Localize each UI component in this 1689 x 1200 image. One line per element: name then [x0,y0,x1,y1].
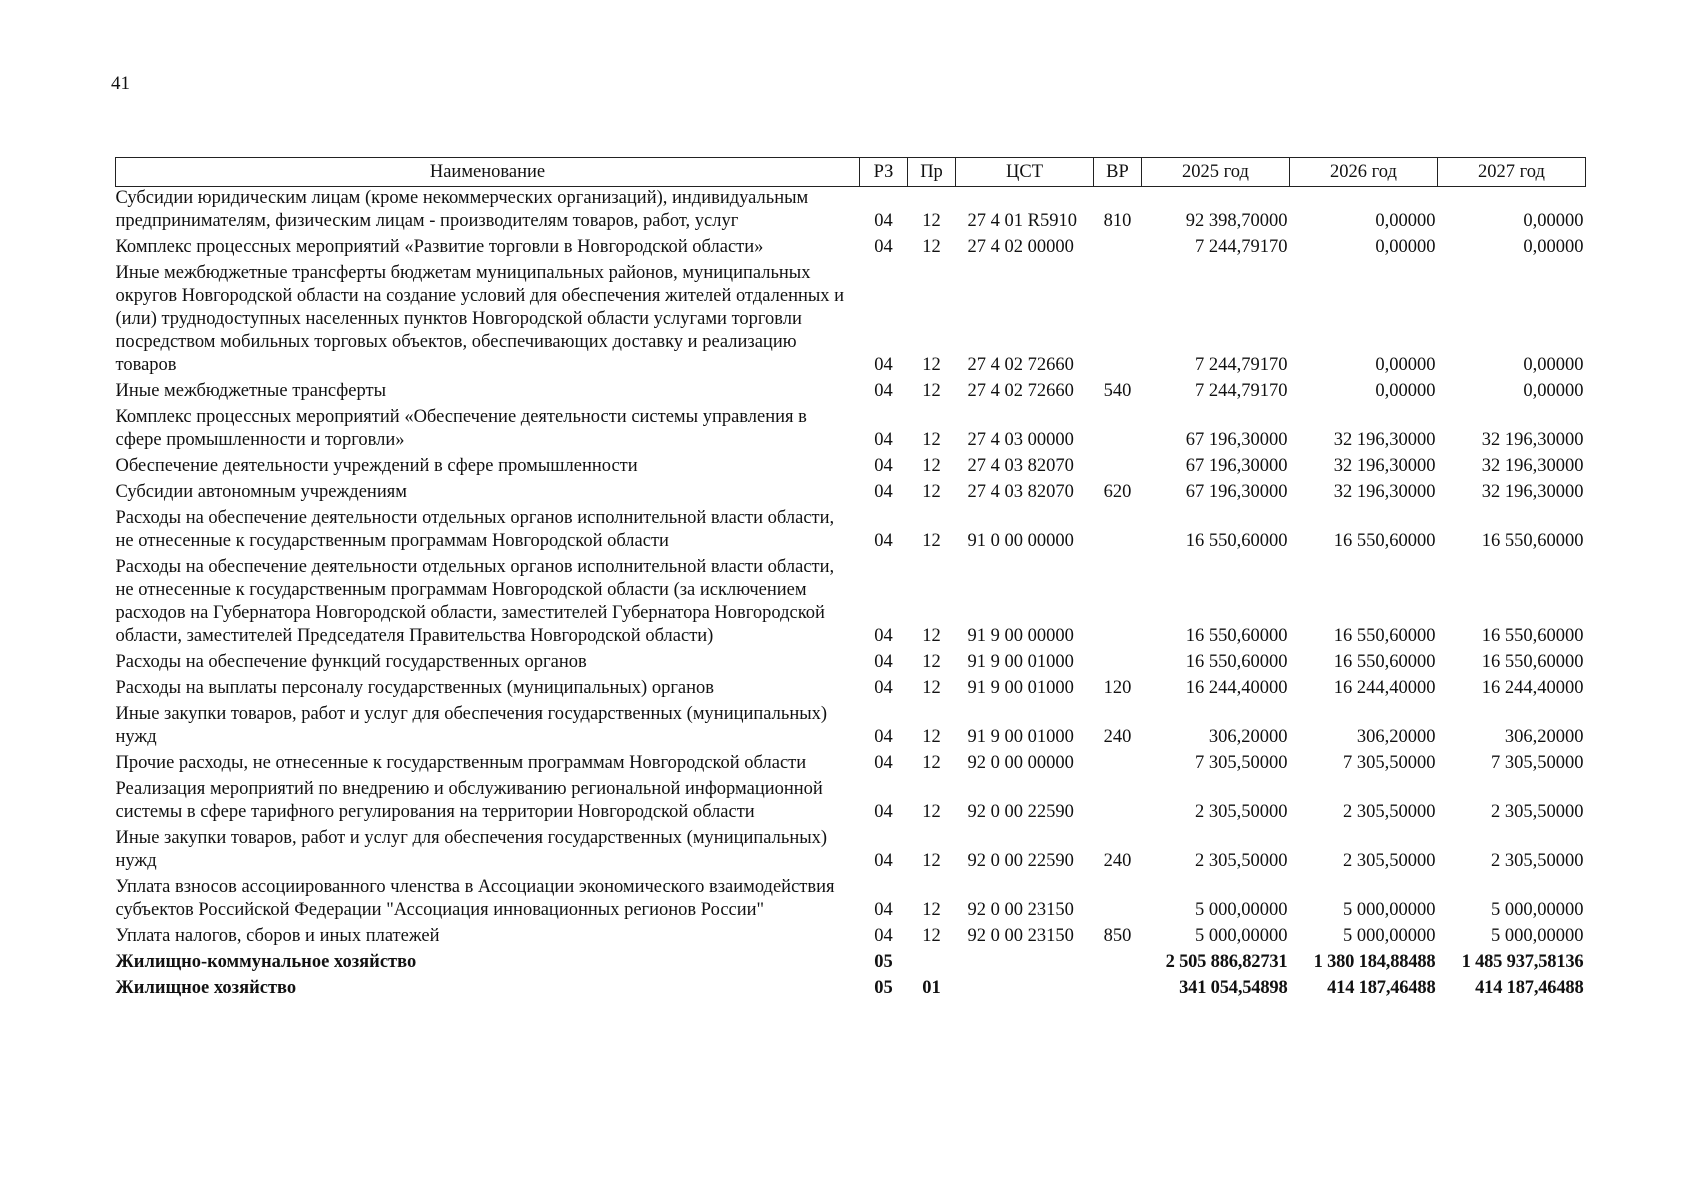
cell-2027: 32 196,30000 [1481,430,1584,450]
cell-cst: 92 0 00 23150 [967,926,1074,946]
header-cst: ЦСТ [956,158,1094,187]
cell-2025: 2 305,50000 [1195,851,1288,871]
cell-name: Субсидии юридическим лицам (кроме некоммерческих организаций), индивидуальным предпринимателям, физическим лицам - производителям товаров, работ, услуг [115,188,809,231]
cell-2027: 0,00000 [1523,211,1584,231]
cell-rz: 04 [874,430,893,450]
cell-pr: 12 [922,456,941,476]
cell-name: Комплекс процессных мероприятий «Развитие торговли в Новгородской области» [115,237,764,257]
cell-rz: 04 [874,900,893,920]
cell-name: Уплата взносов ассоциированного членства в Ассоциации экономического взаимодействия субъектов Российской Федерации "Ассоциация инновационных регионов России" [115,877,835,920]
cell-vr [1094,556,1142,651]
cell-cst [956,977,1094,1003]
cell-pr [908,951,956,977]
cell-pr: 12 [922,727,941,747]
cell-cst: 91 0 00 00000 [967,531,1074,551]
cell-cst: 27 4 02 72660 [967,355,1074,375]
cell-name: Жилищно-коммунальное хозяйство [115,952,417,972]
cell-2027: 16 550,60000 [1481,626,1584,646]
header-pr: Пр [908,158,956,187]
cell-2027: 414 187,46488 [1475,978,1584,998]
cell-2025: 306,20000 [1208,727,1288,747]
header-name: Наименование [116,158,860,187]
cell-vr: 240 [1103,851,1132,871]
table-row [116,703,1586,752]
cell-2026: 5 000,00000 [1343,926,1436,946]
cell-name: Комплекс процессных мероприятий «Обеспечение деятельности системы управления в сфере промышленности и торговли» [115,407,807,450]
cell-rz: 05 [874,952,893,972]
cell-2025: 2 305,50000 [1195,802,1288,822]
cell-2027: 16 550,60000 [1481,531,1584,551]
cell-cst: 91 9 00 01000 [967,652,1074,672]
cell-2025: 16 550,60000 [1185,626,1288,646]
cell-cst: 92 0 00 22590 [967,851,1074,871]
table-row [116,977,1586,1003]
table-body [116,187,1586,1004]
cell-name: Иные закупки товаров, работ и услуг для обеспечения государственных (муниципальных) нужд [115,828,828,871]
cell-cst: 27 4 01 R5910 [967,211,1077,231]
cell-2025: 16 244,40000 [1185,678,1288,698]
cell-pr: 12 [922,678,941,698]
cell-rz: 05 [874,978,893,998]
cell-2027: 5 000,00000 [1491,926,1584,946]
cell-2025: 7 244,79170 [1195,381,1288,401]
cell-2025: 67 196,30000 [1185,456,1288,476]
table-row [116,406,1586,455]
cell-2027: 7 305,50000 [1491,753,1584,773]
cell-cst: 91 9 00 01000 [967,678,1074,698]
cell-rz: 04 [874,851,893,871]
cell-2025: 7 244,79170 [1195,237,1288,257]
cell-rz: 04 [874,482,893,502]
cell-2025: 2 505 886,82731 [1165,952,1288,972]
cell-rz: 04 [874,727,893,747]
cell-cst: 27 4 02 72660 [967,381,1074,401]
table-row [116,481,1586,507]
cell-vr [1094,752,1142,778]
cell-2025: 7 244,79170 [1195,355,1288,375]
cell-rz: 04 [874,381,893,401]
table-row [116,925,1586,951]
cell-2025: 5 000,00000 [1195,926,1288,946]
cell-2027: 0,00000 [1523,237,1584,257]
cell-name: Жилищное хозяйство [115,978,297,998]
cell-2026: 414 187,46488 [1327,978,1436,998]
cell-rz: 04 [874,355,893,375]
table-row [116,236,1586,262]
cell-2026: 2 305,50000 [1343,802,1436,822]
cell-vr: 850 [1103,926,1132,946]
cell-2025: 341 054,54898 [1179,978,1288,998]
cell-vr: 240 [1103,727,1132,747]
cell-cst: 27 4 03 82070 [967,482,1074,502]
cell-2027: 16 550,60000 [1481,652,1584,672]
cell-2027: 2 305,50000 [1491,802,1584,822]
cell-2027: 5 000,00000 [1491,900,1584,920]
cell-pr: 12 [922,851,941,871]
cell-name: Расходы на выплаты персоналу государственных (муниципальных) органов [115,678,715,698]
cell-vr [1094,455,1142,481]
cell-2027: 306,20000 [1504,727,1584,747]
cell-2026: 0,00000 [1375,355,1436,375]
cell-vr [1094,778,1142,827]
cell-pr: 12 [922,355,941,375]
cell-name: Расходы на обеспечение деятельности отдельных органов исполнительной власти области, не отнесенные к государственным программам Новгородской области (за исключением расходов на Губернатора Новгородской области, заместителей Губернатора Новгородской области, заместителей Председателя Правительства Новгородской области) [115,557,835,646]
cell-2027: 0,00000 [1523,355,1584,375]
cell-cst: 92 0 00 22590 [967,802,1074,822]
cell-vr [1094,951,1142,977]
cell-2026: 32 196,30000 [1333,456,1436,476]
cell-pr: 12 [922,430,941,450]
table-row [116,380,1586,406]
cell-pr: 01 [922,978,941,998]
cell-2026: 16 244,40000 [1333,678,1436,698]
cell-2025: 92 398,70000 [1185,211,1288,231]
cell-pr: 12 [922,900,941,920]
cell-cst: 92 0 00 23150 [967,900,1074,920]
cell-name: Обеспечение деятельности учреждений в сфере промышленности [115,456,638,476]
cell-2026: 306,20000 [1356,727,1436,747]
cell-2027: 32 196,30000 [1481,482,1584,502]
cell-rz: 04 [874,802,893,822]
cell-2026: 16 550,60000 [1333,652,1436,672]
cell-rz: 04 [874,626,893,646]
header-2025: 2025 год [1142,158,1290,187]
cell-name: Расходы на обеспечение деятельности отдельных органов исполнительной власти области, не отнесенные к государственным программам Новгородской области [115,508,835,551]
cell-name: Реализация мероприятий по внедрению и обслуживанию региональной информационной системы в сфере тарифного регулирования на территории Новгородской области [115,779,823,822]
cell-vr [1094,236,1142,262]
cell-pr: 12 [922,626,941,646]
table-row [116,677,1586,703]
cell-cst: 27 4 02 00000 [967,237,1074,257]
cell-name: Прочие расходы, не отнесенные к государственным программам Новгородской области [115,753,807,773]
cell-vr [1094,507,1142,556]
cell-2025: 16 550,60000 [1185,531,1288,551]
cell-rz: 04 [874,678,893,698]
cell-rz: 04 [874,456,893,476]
cell-2025: 67 196,30000 [1185,430,1288,450]
cell-rz: 04 [874,652,893,672]
cell-2026: 2 305,50000 [1343,851,1436,871]
cell-rz: 04 [874,211,893,231]
cell-pr: 12 [922,802,941,822]
cell-2025: 67 196,30000 [1185,482,1288,502]
cell-rz: 04 [874,531,893,551]
table-row [116,778,1586,827]
cell-name: Иные межбюджетные трансферты бюджетам муниципальных районов, муниципальных округов Новгородской области на создание условий для обеспечения жителей отдаленных и (или) труднодоступных населенных пунктов Новгородской области услугами торговли посредством мобильных торговых объектов, обеспечивающих доставку и реализацию товаров [115,263,845,375]
cell-pr: 12 [922,926,941,946]
cell-2026: 32 196,30000 [1333,482,1436,502]
cell-pr: 12 [922,237,941,257]
cell-pr: 12 [922,482,941,502]
cell-vr [1094,876,1142,925]
cell-name: Уплата налогов, сборов и иных платежей [115,926,440,946]
table-row [116,556,1586,651]
header-vr: ВР [1094,158,1142,187]
cell-vr [1094,262,1142,380]
cell-2026: 1 380 184,88488 [1313,952,1436,972]
cell-pr: 12 [922,381,941,401]
table-row [116,455,1586,481]
cell-2026: 5 000,00000 [1343,900,1436,920]
table-row [116,187,1586,237]
cell-2026: 7 305,50000 [1343,753,1436,773]
cell-vr [1094,406,1142,455]
cell-pr: 12 [922,753,941,773]
cell-pr: 12 [922,211,941,231]
table-row [116,752,1586,778]
budget-table [115,157,1586,1003]
cell-2026: 16 550,60000 [1333,531,1436,551]
table-row [116,827,1586,876]
cell-cst: 27 4 03 00000 [967,430,1074,450]
cell-rz: 04 [874,237,893,257]
cell-2027: 0,00000 [1523,381,1584,401]
cell-2026: 32 196,30000 [1333,430,1436,450]
cell-pr: 12 [922,652,941,672]
cell-name: Субсидии автономным учреждениям [115,482,407,502]
cell-2027: 2 305,50000 [1491,851,1584,871]
cell-2027: 1 485 937,58136 [1461,952,1584,972]
cell-2026: 16 550,60000 [1333,626,1436,646]
cell-vr: 540 [1103,381,1132,401]
cell-2026: 0,00000 [1375,237,1436,257]
table-row [116,651,1586,677]
cell-name: Иные закупки товаров, работ и услуг для обеспечения государственных (муниципальных) нужд [115,704,828,747]
table-row [116,876,1586,925]
table-row [116,262,1586,380]
table-header [116,158,1586,187]
cell-2025: 16 550,60000 [1185,652,1288,672]
cell-cst [956,951,1094,977]
page-number: 41 [111,73,130,94]
cell-2026: 0,00000 [1375,211,1436,231]
cell-2025: 5 000,00000 [1195,900,1288,920]
cell-rz: 04 [874,926,893,946]
cell-cst: 91 9 00 00000 [967,626,1074,646]
cell-rz: 04 [874,753,893,773]
header-2027: 2027 год [1438,158,1586,187]
budget-table-container [115,157,1585,1003]
cell-cst: 91 9 00 01000 [967,727,1074,747]
cell-cst: 92 0 00 00000 [967,753,1074,773]
table-row [116,951,1586,977]
cell-vr [1094,977,1142,1003]
cell-name: Расходы на обеспечение функций государственных органов [115,652,587,672]
cell-cst: 27 4 03 82070 [967,456,1074,476]
cell-name: Иные межбюджетные трансферты [115,381,387,401]
cell-2025: 7 305,50000 [1195,753,1288,773]
table-row [116,507,1586,556]
cell-vr: 120 [1103,678,1132,698]
cell-2026: 0,00000 [1375,381,1436,401]
header-2026: 2026 год [1290,158,1438,187]
cell-2027: 16 244,40000 [1481,678,1584,698]
cell-pr: 12 [922,531,941,551]
cell-vr: 620 [1103,482,1132,502]
cell-2027: 32 196,30000 [1481,456,1584,476]
cell-vr [1094,651,1142,677]
header-rz: РЗ [860,158,908,187]
cell-vr: 810 [1103,211,1132,231]
